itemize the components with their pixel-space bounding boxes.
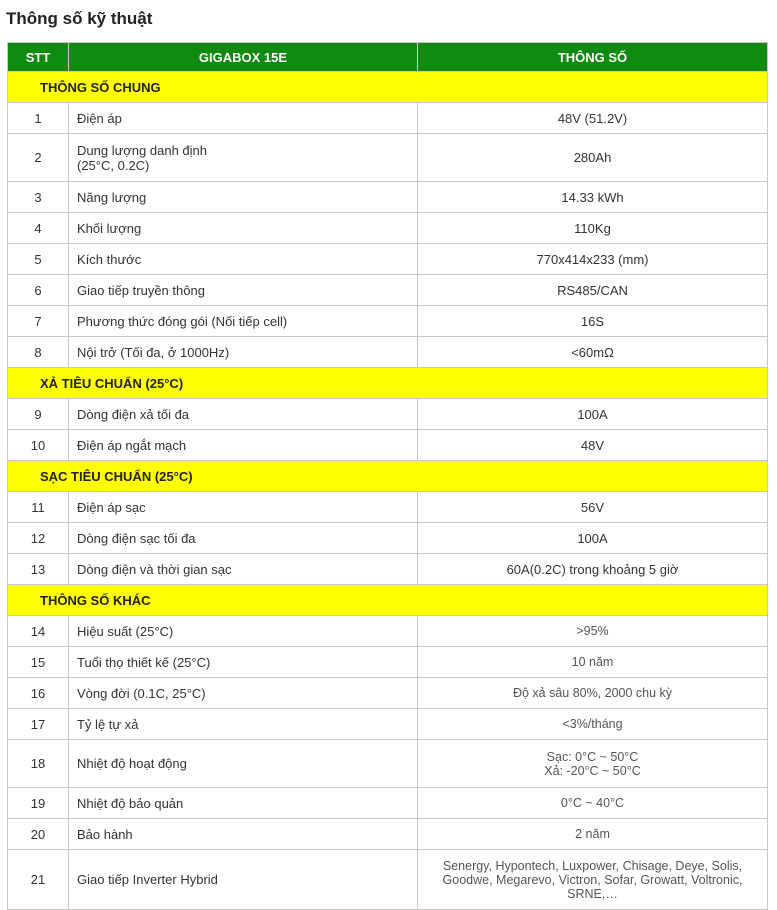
row-stt: 10 [8,430,69,461]
row-stt: 6 [8,275,69,306]
table-row [8,430,768,461]
row-value: 16S [418,306,768,337]
page-title: Thông số kỹ thuật [6,9,153,28]
section-row [8,72,768,103]
row-name: Dòng điện và thời gian sạc [69,554,418,585]
section-title: SẠC TIÊU CHUẨN (25°C) [8,461,768,492]
table-row [8,275,768,306]
row-stt: 2 [8,134,69,182]
row-value [418,740,768,788]
row-stt: 5 [8,244,69,275]
row-value [418,850,768,910]
row-value: RS485/CAN [418,275,768,306]
row-value-line: SRNE,… [567,886,618,901]
header-model: GIGABOX 15E [69,43,418,72]
row-value-line: Goodwe, Megarevo, Victron, Sofar, Growatt, Voltronic, [442,872,743,887]
row-name: Khối lượng [69,213,418,244]
row-value: 48V [418,430,768,461]
row-stt: 7 [8,306,69,337]
row-stt: 20 [8,819,69,850]
row-value: 110Kg [418,213,768,244]
row-value-line: Sạc: 0°C ~ 50°C [546,749,639,764]
row-name: Tỷ lệ tự xả [69,709,418,740]
row-value-line: Xả: -20°C ~ 50°C [544,763,641,778]
row-value: <3%/tháng [418,709,768,740]
row-value: 0°C ~ 40°C [418,788,768,819]
row-name: Nhiệt độ hoạt động [69,740,418,788]
table-row [8,103,768,134]
table-row [8,399,768,430]
row-stt: 12 [8,523,69,554]
table-row [8,523,768,554]
section-title: THÔNG SỐ CHUNG [8,72,768,103]
row-name: Nội trở (Tối đa, ở 1000Hz) [69,337,418,368]
table-row [8,819,768,850]
table-row [8,850,768,910]
row-name: Vòng đời (0.1C, 25°C) [69,678,418,709]
row-name: Tuổi thọ thiết kế (25°C) [69,647,418,678]
row-name: Giao tiếp truyền thông [69,275,418,306]
row-name: Hiệu suất (25°C) [69,616,418,647]
section-row [8,585,768,616]
row-value-line: Senergy, Hypontech, Luxpower, Chisage, Deye, Solis, [442,858,743,873]
table-row [8,182,768,213]
row-name: Giao tiếp Inverter Hybrid [69,850,418,910]
row-value: >95% [418,616,768,647]
row-stt: 16 [8,678,69,709]
row-name: Điện áp [69,103,418,134]
section-title: XẢ TIÊU CHUẨN (25°C) [8,368,768,399]
row-stt: 15 [8,647,69,678]
section-title: THÔNG SỐ KHÁC [8,585,768,616]
row-stt: 13 [8,554,69,585]
row-value: 56V [418,492,768,523]
section-row [8,461,768,492]
row-name-line: (25°C, 0.2C) [77,157,150,173]
row-value: <60mΩ [418,337,768,368]
header-stt: STT [8,43,69,72]
row-name: Dòng điện xả tối đa [69,399,418,430]
header-spec: THÔNG SỐ [418,43,768,72]
row-name: Kích thước [69,244,418,275]
row-value: 280Ah [418,134,768,182]
row-name: Điện áp ngắt mạch [69,430,418,461]
row-stt: 17 [8,709,69,740]
row-stt: 14 [8,616,69,647]
row-stt: 8 [8,337,69,368]
row-stt: 1 [8,103,69,134]
row-value: 100A [418,399,768,430]
row-value: Độ xả sâu 80%, 2000 chu kỳ [418,678,768,709]
table-header-row [8,43,768,72]
row-value: 60A(0.2C) trong khoảng 5 giờ [418,554,768,585]
row-stt: 11 [8,492,69,523]
table-row [8,554,768,585]
row-name: Dòng điện sạc tối đa [69,523,418,554]
table-row [8,306,768,337]
row-name-line: Dung lượng danh định [77,142,207,158]
table-row [8,337,768,368]
table-row [8,492,768,523]
row-value: 10 năm [418,647,768,678]
row-value: 2 năm [418,819,768,850]
row-stt: 3 [8,182,69,213]
row-stt: 19 [8,788,69,819]
table-row [8,740,768,788]
table-row [8,709,768,740]
spec-table [7,42,768,910]
row-value: 100A [418,523,768,554]
table-row [8,213,768,244]
table-row [8,616,768,647]
row-value: 14.33 kWh [418,182,768,213]
row-name: Nhiệt độ bảo quản [69,788,418,819]
row-name: Điện áp sạc [69,492,418,523]
row-stt: 21 [8,850,69,910]
row-name: Bảo hành [69,819,418,850]
table-row [8,647,768,678]
table-row [8,244,768,275]
table-row [8,678,768,709]
table-row [8,134,768,182]
row-name: Phương thức đóng gói (Nối tiếp cell) [69,306,418,337]
row-stt: 18 [8,740,69,788]
row-stt: 4 [8,213,69,244]
row-name [69,134,418,182]
section-row [8,368,768,399]
row-value: 48V (51.2V) [418,103,768,134]
table-row [8,788,768,819]
row-stt: 9 [8,399,69,430]
row-value: 770x414x233 (mm) [418,244,768,275]
row-name: Năng lượng [69,182,418,213]
